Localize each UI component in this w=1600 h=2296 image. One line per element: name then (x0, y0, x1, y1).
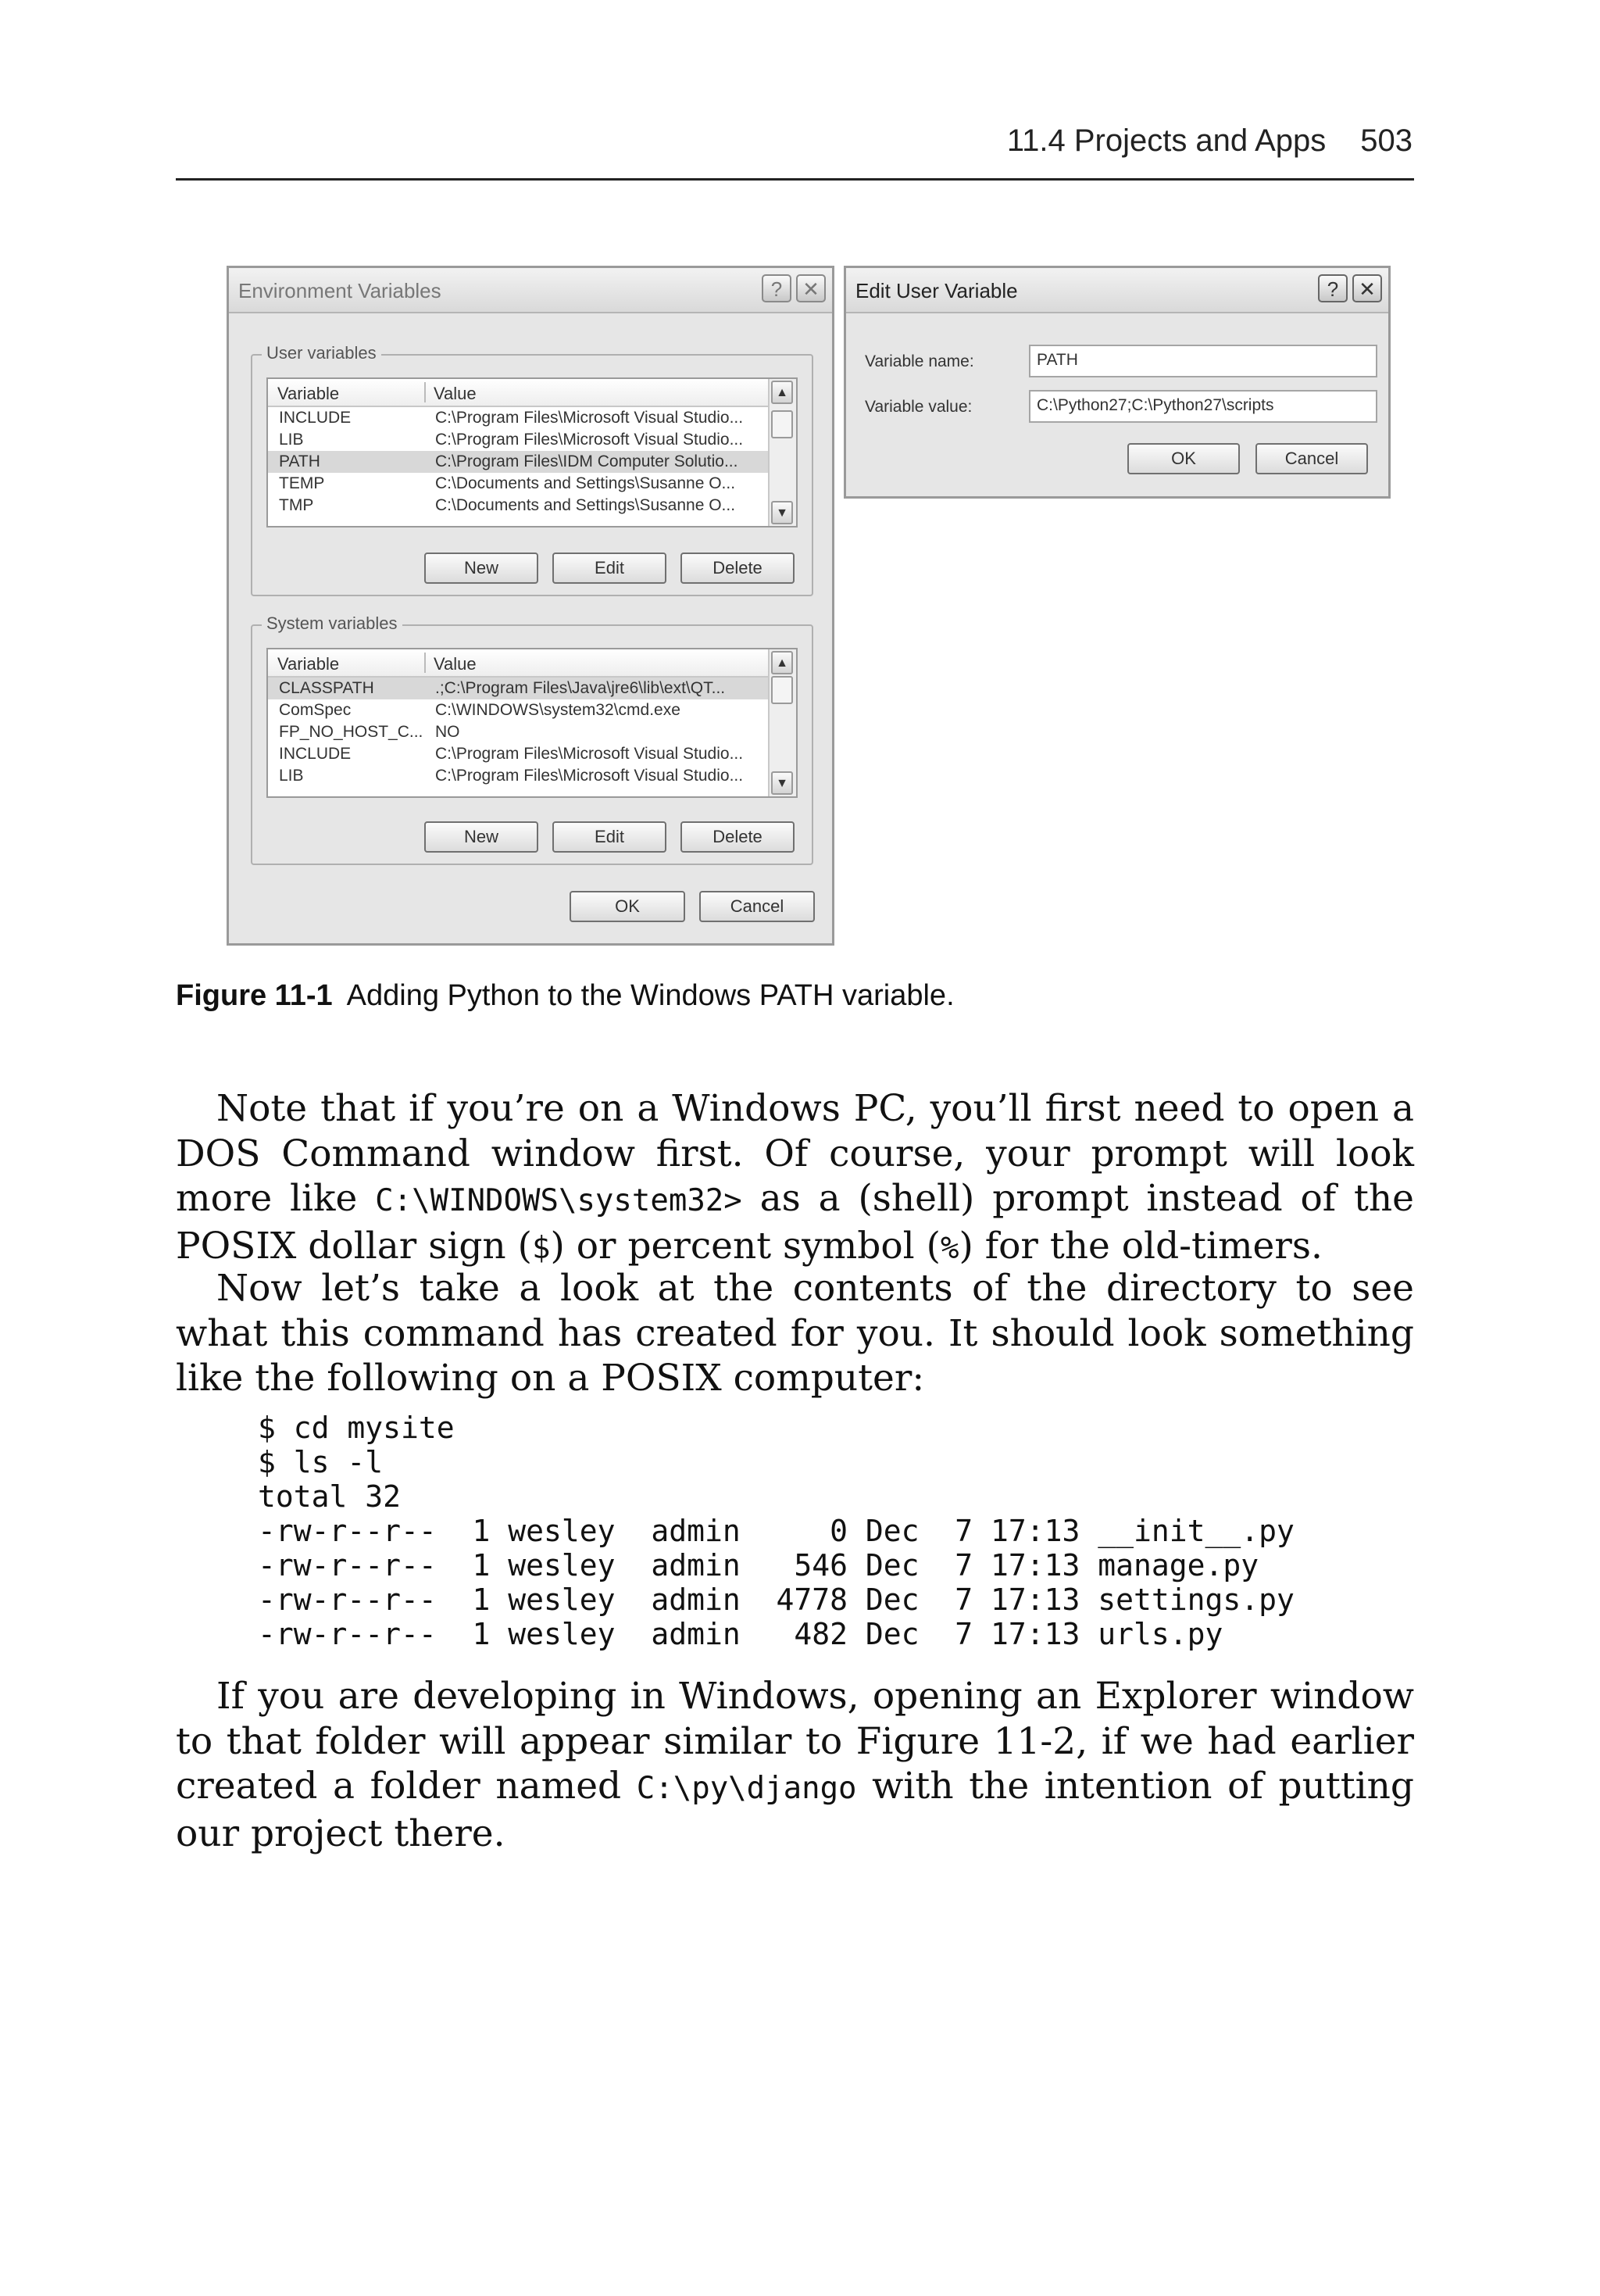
table-row[interactable] (268, 699, 770, 721)
edit-user-variable-dialog (844, 266, 1391, 499)
scroll-down-icon[interactable]: ▼ (771, 771, 793, 795)
text: as a (shell) prompt instead of the POSIX dollar sign ( (176, 1177, 1414, 1268)
paragraph-3 (176, 1674, 1414, 1856)
text: with the intention of putting our project there. (176, 1765, 1415, 1855)
column-separator (424, 653, 426, 673)
running-head (1007, 123, 1412, 159)
environment-variables-dialog (227, 266, 834, 946)
code-line: -rw-r--r-- 1 wesley admin 0 Dec 7 17:13 __init__.py (258, 1514, 1295, 1548)
list-header (268, 649, 770, 678)
table-row[interactable] (268, 721, 770, 743)
column-variable[interactable]: Variable (277, 654, 340, 674)
scroll-thumb[interactable] (771, 676, 793, 704)
variable-value: NO (435, 723, 460, 741)
close-button[interactable]: ✕ (796, 274, 826, 302)
dialog-title: Environment Variables (238, 279, 441, 302)
text: ) for the old-timers. (959, 1224, 1323, 1268)
ok-button[interactable]: OK (570, 891, 685, 922)
section-title: 11.4 Projects and Apps (1006, 123, 1327, 158)
vertical-scrollbar[interactable] (768, 649, 796, 796)
table-row-selected[interactable] (268, 451, 770, 473)
variable-value: C:\WINDOWS\system32\cmd.exe (435, 701, 680, 719)
code-line: -rw-r--r-- 1 wesley admin 546 Dec 7 17:13 manage.py (258, 1548, 1259, 1583)
code-listing (258, 1411, 1295, 1651)
vertical-scrollbar[interactable] (768, 379, 796, 526)
code-line: -rw-r--r-- 1 wesley admin 4778 Dec 7 17:13 settings.py (258, 1583, 1295, 1617)
variable-value: C:\Documents and Settings\Susanne O... (435, 496, 736, 514)
variable-value: C:\Program Files\Microsoft Visual Studio... (435, 745, 744, 763)
code-line: $ cd mysite (258, 1411, 455, 1445)
inline-code: % (940, 1230, 959, 1266)
cancel-button[interactable]: Cancel (699, 891, 815, 922)
variable-value: C:\Program Files\Microsoft Visual Studio... (435, 409, 744, 427)
scroll-up-icon[interactable]: ▲ (771, 651, 793, 674)
user-variables-group (251, 343, 813, 596)
variable-value: C:\Documents and Settings\Susanne O... (435, 474, 736, 492)
text: If you are developing in Windows, opening an Explorer window to that folder will appear similar to Figure 11-2, if we had earlier created a folder named (176, 1675, 1414, 1808)
variable-name: LIB (279, 431, 304, 449)
scroll-down-icon[interactable]: ▼ (771, 501, 793, 524)
table-row-selected[interactable] (268, 678, 770, 699)
column-value[interactable]: Value (434, 384, 477, 403)
inline-code: $ (531, 1230, 551, 1266)
system-variables-list[interactable] (266, 648, 798, 798)
table-row[interactable] (268, 407, 770, 429)
help-button[interactable]: ? (762, 274, 791, 302)
close-button[interactable]: ✕ (1352, 274, 1382, 302)
variable-name-label: Variable name: (865, 352, 974, 370)
figure-number: Figure 11-1 (176, 979, 333, 1012)
inline-code: C:\WINDOWS\system32> (375, 1183, 742, 1218)
variable-value: C:\Program Files\Microsoft Visual Studio... (435, 431, 744, 449)
scroll-thumb[interactable] (771, 410, 793, 438)
user-edit-button[interactable]: Edit (552, 553, 666, 584)
variable-name: CLASSPATH (279, 679, 374, 697)
cancel-button[interactable]: Cancel (1255, 443, 1368, 474)
variable-name: ComSpec (279, 701, 352, 719)
table-row[interactable] (268, 495, 770, 517)
column-separator (424, 382, 426, 402)
dialog-titlebar (229, 268, 832, 313)
scroll-up-icon[interactable]: ▲ (771, 381, 793, 404)
variable-name: INCLUDE (279, 745, 352, 763)
text: ) or percent symbol ( (550, 1224, 941, 1268)
column-variable[interactable]: Variable (277, 384, 340, 403)
user-variables-list[interactable] (266, 377, 798, 528)
text: Now let’s take a look at the contents of the directory to see what this command has created for you. It should look something like the following on a POSIX computer: (176, 1267, 1414, 1400)
system-new-button[interactable]: New (424, 821, 538, 853)
help-button[interactable]: ? (1318, 274, 1348, 302)
text: Note that if you’re on a Windows PC, you’ll first need to open a DOS Command window first. Of course, your prompt will look more like (176, 1087, 1414, 1220)
variable-value: C:\Program Files\Microsoft Visual Studio... (435, 767, 744, 785)
table-row[interactable] (268, 765, 770, 787)
paragraph-2 (176, 1266, 1414, 1401)
code-line: $ ls -l (258, 1445, 384, 1479)
page-number: 503 (1360, 123, 1412, 158)
user-variables-label: User variables (262, 343, 381, 363)
user-delete-button[interactable]: Delete (680, 553, 795, 584)
variable-value-field[interactable]: C:\Python27;C:\Python27\scripts (1029, 390, 1377, 423)
paragraph-1 (176, 1086, 1414, 1271)
variable-value-label: Variable value: (865, 398, 973, 416)
user-new-button[interactable]: New (424, 553, 538, 584)
variable-name: FP_NO_HOST_C... (279, 723, 423, 741)
system-edit-button[interactable]: Edit (552, 821, 666, 853)
table-row[interactable] (268, 473, 770, 495)
figure-caption-text: Adding Python to the Windows PATH variable. (346, 979, 955, 1012)
inline-code: C:\py\django (636, 1771, 857, 1806)
variable-name: PATH (279, 452, 320, 470)
variable-name: TMP (279, 496, 314, 514)
table-row[interactable] (268, 429, 770, 451)
system-delete-button[interactable]: Delete (680, 821, 795, 853)
figure-caption (176, 979, 955, 1013)
system-variables-group (251, 613, 813, 865)
variable-name: LIB (279, 767, 304, 785)
header-rule (176, 178, 1414, 181)
variable-name: TEMP (279, 474, 325, 492)
dialog-title: Edit User Variable (855, 279, 1018, 302)
table-row[interactable] (268, 743, 770, 765)
dialog-titlebar (846, 268, 1388, 313)
variable-value: .;C:\Program Files\Java\jre6\lib\ext\QT... (435, 679, 726, 697)
list-header (268, 379, 770, 407)
variable-value: C:\Program Files\IDM Computer Solutio... (435, 452, 738, 470)
variable-name: INCLUDE (279, 409, 352, 427)
variable-name-field[interactable]: PATH (1029, 345, 1377, 377)
system-variables-label: System variables (262, 613, 402, 634)
code-line: total 32 (258, 1479, 402, 1514)
column-value[interactable]: Value (434, 654, 477, 674)
code-line: -rw-r--r-- 1 wesley admin 482 Dec 7 17:13 urls.py (258, 1617, 1223, 1651)
ok-button[interactable]: OK (1127, 443, 1240, 474)
